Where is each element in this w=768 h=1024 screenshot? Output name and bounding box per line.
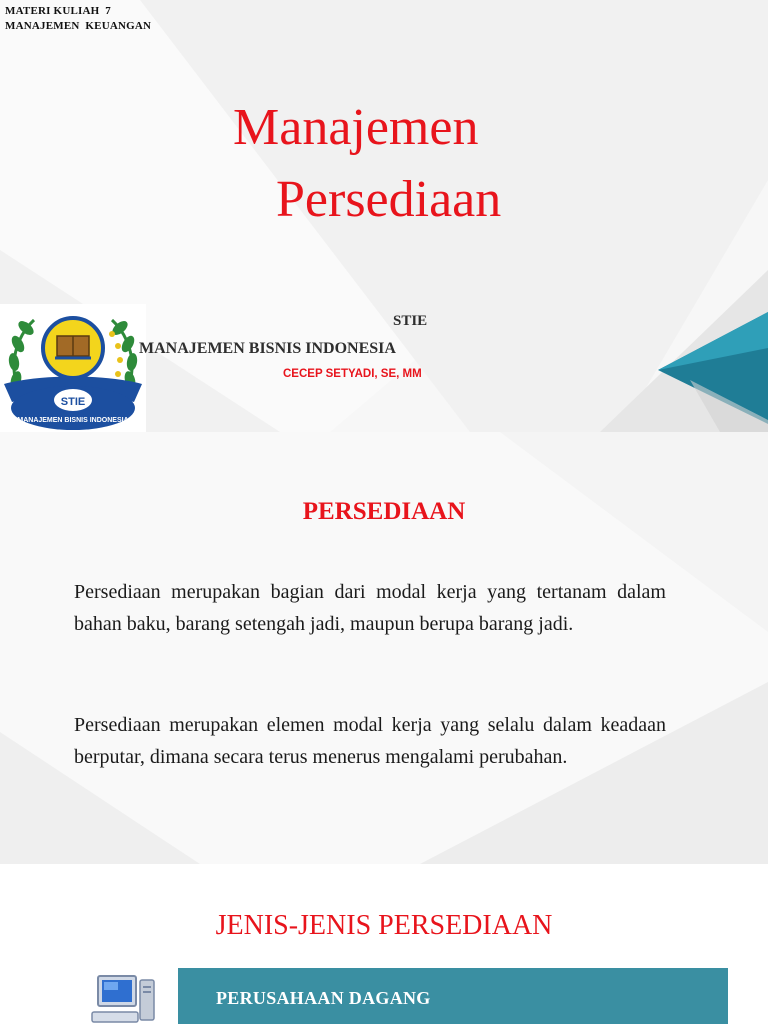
- paragraph-2: Persediaan merupakan elemen modal kerja yang selalu dalam keadaan berputar, dimana secara terus menerus mengalami perubahan.: [74, 714, 666, 768]
- course-label: [5, 4, 151, 34]
- title-line-1: Manajemen: [233, 99, 479, 156]
- section-heading: PERSEDIAAN: [302, 498, 466, 525]
- institution-line-2: MANAJEMEN BISNIS INDONESIA: [139, 340, 396, 357]
- institution-line-1: STIE: [393, 313, 428, 329]
- course-line-2: MANAJEMEN KEUANGAN: [5, 20, 152, 32]
- definition-background: [0, 432, 768, 864]
- logo-badge-text: STIE: [60, 396, 86, 408]
- logo-ribbon-text: MANAJEMEN BISNIS INDONESIA: [17, 417, 129, 424]
- cover-slide: [0, 0, 768, 432]
- definition-slide: [0, 432, 768, 864]
- types-slide: [0, 864, 768, 1024]
- title-line-2: Persediaan: [276, 171, 502, 228]
- computer-icon: [88, 972, 158, 1024]
- types-heading: JENIS-JENIS PERSEDIAAN: [215, 910, 553, 941]
- author-name: CECEP SETYADI, SE, MM: [283, 368, 422, 380]
- stie-logo: [0, 304, 146, 432]
- paragraph-1: Persediaan merupakan bagian dari modal kerja yang tertanam dalam bahan baku, barang setengah jadi, maupun berupa barang jadi.: [74, 581, 666, 635]
- course-line-1: MATERI KULIAH 7: [5, 5, 111, 17]
- page-title: [200, 92, 620, 236]
- item-label: PERUSAHAAN DAGANG: [216, 988, 431, 1008]
